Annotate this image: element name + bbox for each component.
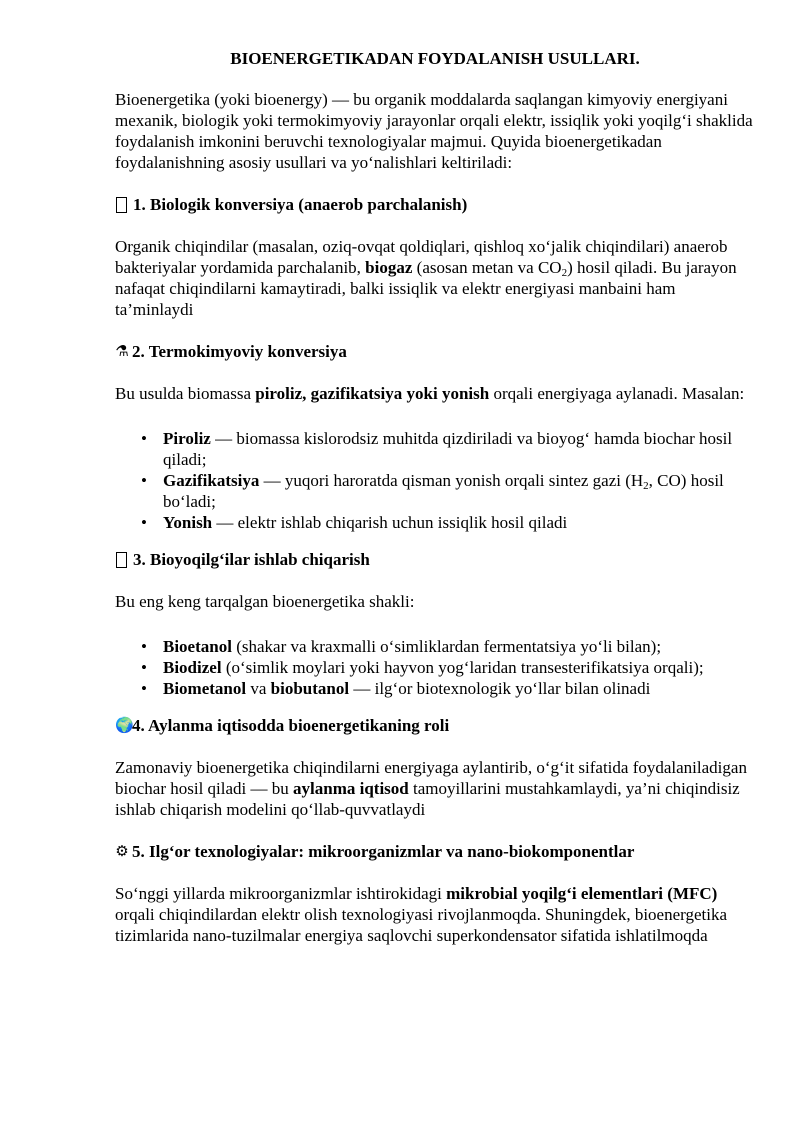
- text-run: — ilg‘or biotexnologik yo‘llar bilan olinadi: [349, 679, 651, 698]
- bold-term: Bioetanol: [163, 637, 232, 656]
- flask-icon: ⚗: [115, 342, 129, 360]
- section-5-paragraph: [115, 883, 755, 946]
- text-run: — elektr ishlab chiqarish uchun issiqlik hosil qiladi: [212, 513, 568, 532]
- text-run: Organik chiqindilar (masalan, oziq-ovqat qoldiqlari, qishloq xo‘jalik chiqindilari) anaerob bakteriyalar yordamida parchalanib,: [115, 237, 728, 277]
- section-3-title: 3. Bioyoqilg‘ilar ishlab chiqarish: [133, 550, 370, 569]
- bold-term: Gazifikatsiya: [163, 471, 260, 490]
- section-4-heading: [115, 715, 755, 736]
- section-2-heading: [115, 341, 755, 362]
- section-3-list: [115, 636, 755, 699]
- bold-term: Biometanol: [163, 679, 247, 698]
- list-item: [115, 470, 755, 512]
- section-5-heading: [115, 841, 755, 862]
- gear-icon: ⚙: [115, 842, 129, 860]
- text-run: , CO) hosil bo‘ladi;: [163, 471, 724, 511]
- intro-paragraph: Bioenergetika (yoki bioenergy) — bu organik moddalarda saqlangan kimyoviy energiyani mexanik, biologik yoki termokimyoviy jarayonlar orqali elektr, issiqlik yoki yoqilg‘i shaklida foydalanish imkonini beruvchi texnologiyalar majmui. Quyida bioenergetikadan foydalanishning asosiy usullari va yo‘nalishlari keltiriladi:: [115, 90, 753, 172]
- section-2-paragraph: [115, 383, 755, 404]
- subscript: 2: [643, 480, 649, 492]
- text-run: Bu usulda biomassa: [115, 384, 256, 403]
- subscript: 2: [561, 267, 568, 279]
- list-item: [115, 678, 755, 699]
- section-4-title: 4. Aylanma iqtisodda bioenergetikaning roli: [132, 716, 450, 735]
- bold-term: Biodizel: [163, 658, 222, 677]
- section-3-paragraph: Bu eng keng tarqalgan bioenergetika shakli:: [115, 592, 415, 611]
- text-run: orqali chiqindilardan elektr olish texnologiyasi rivojlanmoqda. Shuningdek, bioenergetika tizimlarida nano-tuzilmalar energiya saqlovchi superkondensator sifatida ishlatilmoqda: [115, 905, 728, 945]
- section-2-title: 2. Termokimyoviy konversiya: [132, 342, 347, 361]
- list-item: [115, 657, 755, 678]
- text-run: Zamonaviy bioenergetika chiqindilarni energiyaga aylantirib, o‘g‘it sifatida foydalaniladigan biochar hosil qiladi — bu: [115, 758, 747, 798]
- section-1-heading: [115, 194, 755, 215]
- text-run: — biomassa kislorodsiz muhitda qizdiriladi va bioyog‘ hamda biochar hosil qiladi;: [163, 429, 733, 469]
- text-run: tamoyillarini mustahkamlaydi, ya’ni chiqindisiz ishlab chiqarish modelini qo‘llab-quvvatlaydi: [115, 779, 740, 819]
- globe-icon: 🌍: [115, 716, 134, 734]
- box-icon: [116, 552, 127, 568]
- bold-term: mikrobial yoqilg‘i elementlari (MFC): [446, 884, 718, 903]
- section-1-paragraph: [115, 236, 755, 320]
- text-run: (o‘simlik moylari yoki hayvon yog‘laridan transesterifikatsiya orqali);: [221, 658, 704, 677]
- document-title: BIOENERGETIKADAN FOYDALANISH USULLARI.: [230, 49, 640, 68]
- text-run: (asosan metan va CO: [412, 258, 562, 277]
- text-run: So‘nggi yillarda mikroorganizmlar ishtirokidagi: [115, 884, 447, 903]
- list-item: [115, 512, 755, 533]
- document-page: [115, 48, 755, 967]
- section-5-title: 5. Ilg‘or texnologiyalar: mikroorganizmlar va nano-biokomponentlar: [132, 842, 635, 861]
- text-run: orqali energiyaga aylanadi. Masalan:: [489, 384, 745, 403]
- section-4-paragraph: [115, 757, 755, 820]
- list-item: [115, 428, 755, 470]
- bold-term: aylanma iqtisod: [293, 779, 409, 798]
- section-2-list: [115, 428, 755, 533]
- bold-term: biobutanol: [270, 679, 350, 698]
- bold-term: Yonish: [163, 513, 213, 532]
- text-run: va: [246, 679, 271, 698]
- text-run: ) hosil qiladi. Bu jarayon nafaqat chiqindilarni kamaytiradi, balki issiqlik va elektr energiyasi manbaini ham ta’minlaydi: [115, 258, 737, 319]
- text-run: (shakar va kraxmalli o‘simliklardan fermentatsiya yo‘li bilan);: [231, 637, 662, 656]
- section-3-heading: [115, 549, 755, 570]
- bold-term: Piroliz: [163, 429, 211, 448]
- text-run: — yuqori haroratda qisman yonish orqali sintez gazi (H: [259, 471, 644, 490]
- bold-term: piroliz, gazifikatsiya yoki yonish: [255, 384, 490, 403]
- box-icon: [116, 197, 127, 213]
- bold-term: biogaz: [365, 258, 413, 277]
- section-1-title: 1. Biologik konversiya (anaerob parchalanish): [133, 195, 468, 214]
- list-item: [115, 636, 755, 657]
